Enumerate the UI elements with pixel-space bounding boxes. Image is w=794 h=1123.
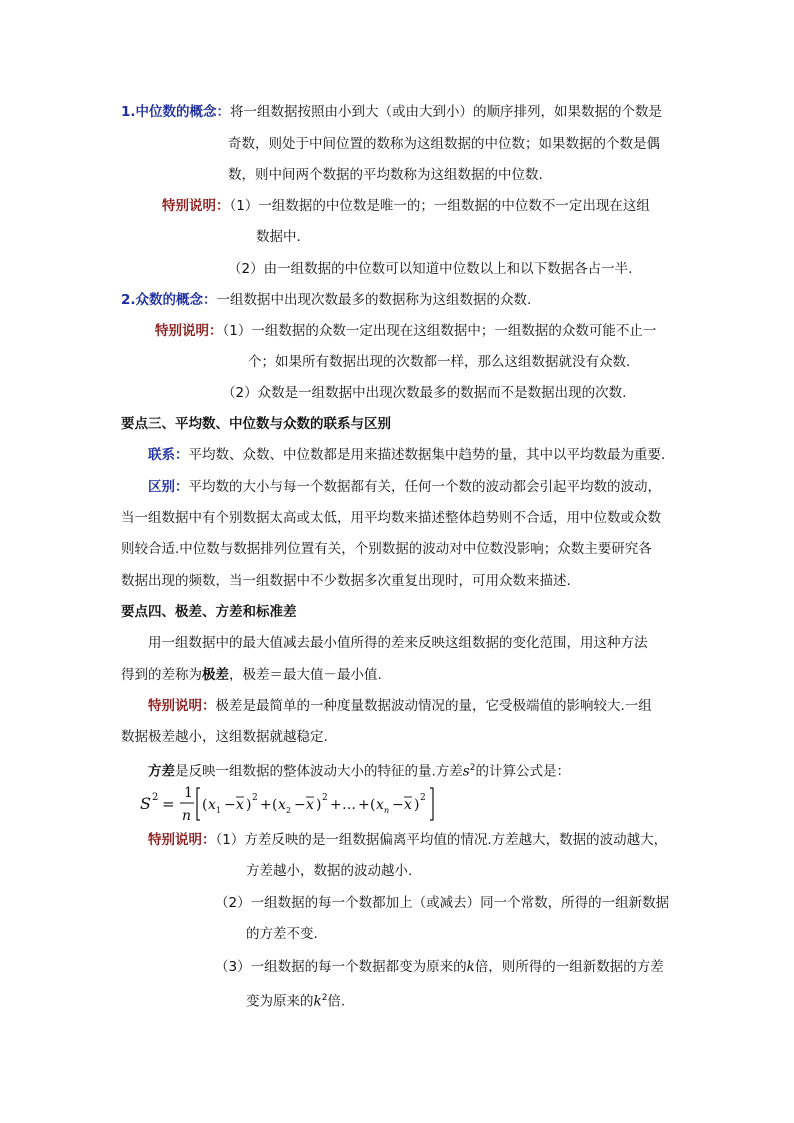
range-term: 极差 [202, 667, 229, 683]
formula-eq: = [162, 795, 175, 813]
formula-sq-2: 2 [322, 793, 328, 803]
median-note-1-text: （1）一组数据的中位数是唯一的；一组数据的中位数不一定出现在这组 [229, 198, 650, 214]
median-definition-line-1 [121, 102, 662, 122]
variance-note-2-cont: 的方差不变. [246, 926, 318, 942]
formula-x2: x [278, 797, 286, 813]
formula-x1: x [208, 797, 216, 813]
median-note-1-cont: 数据中. [256, 229, 301, 245]
variance-note-3-text-c: 变为原来的 [246, 993, 314, 1010]
formula-paren-n-close: ) [414, 797, 420, 813]
variance-symbol-sup: 2 [469, 763, 476, 773]
median-definition-line-3: 数，则中间两个数据的平均数称为这组数据的中位数. [228, 167, 543, 183]
mode-note-label: 特别说明： [155, 323, 223, 339]
median-text-1: 将一组数据按照由小到大（或由大到小）的顺序排列，如果数据的个数是 [230, 104, 663, 120]
median-note-2: （2）由一组数据的中位数可以知道中位数以上和以下数据各占一半. [228, 261, 633, 277]
relation-text: 平均数、众数、中位数都是用来描述数据集中趋势的量，其中以平均数最为重要. [188, 447, 666, 463]
variance-intro [148, 758, 570, 782]
formula-xbar-1: x [236, 797, 244, 813]
formula-dots: … [342, 797, 356, 813]
formula-x1-sub: 1 [216, 806, 222, 815]
mode-note-1 [155, 321, 656, 341]
formula-frac-num: 1 [184, 785, 193, 801]
formula-lhs-sup: 2 [152, 792, 159, 803]
relation-label: 联系： [148, 447, 189, 463]
median-title: 1.中位数的概念： [121, 104, 231, 120]
formula-paren-n-open: ( [370, 797, 376, 813]
formula-frac-den: n [182, 808, 192, 824]
variance-note-3 [215, 957, 664, 977]
range-text-a: 得到的差称为 [121, 667, 202, 683]
variance-term: 方差 [148, 763, 175, 780]
formula-sq-n: 2 [420, 793, 426, 803]
range-line-1: 用一组数据中的最大值减去最小值所得的差来反映这组数据的变化范围，用这种方法 [148, 635, 648, 651]
section3-heading: 要点三、平均数、中位数与众数的联系与区别 [121, 416, 391, 432]
variance-formula [140, 780, 450, 826]
formula-plus-2: + [330, 797, 342, 813]
variance-note-3-text-a: （3）一组数据的每一个数据都变为原来的 [215, 959, 467, 975]
variance-formula-svg [140, 780, 450, 826]
relation-line [148, 445, 665, 465]
formula-x2-sub: 2 [286, 806, 292, 815]
formula-paren-2-close: ) [316, 797, 322, 813]
variance-note-2: （2）一组数据的每一个数都加上（或减去）同一个常数，所得的一组新数据 [215, 895, 670, 911]
formula-lhs: S [140, 794, 151, 813]
formula-minus-2: − [294, 797, 306, 813]
variance-note-3-sup: 2 [321, 993, 328, 1003]
median-note-1 [162, 196, 650, 216]
formula-left-bracket [197, 788, 200, 820]
formula-minus-1: − [224, 797, 236, 813]
variance-note-3-text-d: 倍. [327, 993, 346, 1010]
variance-note-1-cont: 方差越小，数据的波动越小. [246, 863, 413, 879]
difference-label: 区别： [148, 479, 189, 495]
range-line-2 [121, 665, 382, 685]
formula-xn-sub: n [384, 806, 390, 815]
mode-title: 2.众数的概念： [121, 292, 217, 308]
formula-right-bracket [430, 788, 433, 820]
range-note-label: 特别说明： [148, 698, 216, 714]
mode-note-1-cont: 个；如果所有数据出现的次数都一样，那么这组数据就没有众数. [248, 354, 631, 370]
formula-sq-1: 2 [252, 793, 258, 803]
formula-xbar-2: x [306, 797, 314, 813]
section4-heading: 要点四、极差、方差和标准差 [121, 604, 297, 620]
variance-note-3-text-b: 倍，则所得的一组新数据的方差 [474, 959, 664, 975]
variance-note-3-k2: k [313, 993, 322, 1010]
mode-note-1-text: （1）一组数据的众数一定出现在这组数据中；一组数据的众数可能不止一 [222, 323, 657, 339]
variance-note-1-text: （1）方差反映的是一组数据偏离平均值的情况.方差越大，数据的波动越大， [215, 832, 668, 848]
variance-text: 是反映一组数据的整体波动大小的特征的量.方差 [175, 763, 463, 780]
variance-symbol: s [462, 763, 470, 780]
difference-text-1: 平均数的大小与每一个数据都有关，任何一个数的波动都会引起平均数的波动， [188, 479, 661, 495]
mode-note-2: （2）众数是一组数据中出现次数最多的数据而不是数据出现的次数. [222, 385, 627, 401]
range-text-c: ，极差＝最大值－最小值. [229, 667, 382, 683]
mode-text: 一组数据中出现次数最多的数据称为这组数据的众数. [216, 292, 532, 308]
mode-definition [121, 290, 531, 310]
difference-line-3: 则较合适.中位数与数据排列位置有关，个别数据的波动对中位数没影响；众数主要研究各 [121, 541, 652, 557]
formula-paren-2-open: ( [272, 797, 278, 813]
variance-note-3-k: k [466, 959, 475, 975]
difference-line-1 [148, 477, 661, 497]
variance-note-3-cont [246, 988, 345, 1012]
formula-plus-1: + [260, 797, 272, 813]
range-note-line-2: 数据极差越小，这组数据就越稳定. [121, 729, 328, 745]
formula-xn: x [376, 797, 384, 813]
formula-paren-1-open: ( [202, 797, 208, 813]
variance-tail: 的计算公式是： [475, 763, 570, 780]
median-note-label: 特别说明： [162, 198, 230, 214]
difference-line-4: 数据出现的频数，当一组数据中不少数据多次重复出现时，可用众数来描述. [121, 573, 571, 589]
variance-note-label: 特别说明： [148, 832, 216, 848]
formula-minus-n: − [392, 797, 404, 813]
range-note-text-1: 极差是最简单的一种度量数据波动情况的量，它受极端值的影响较大.一组 [215, 698, 652, 714]
difference-line-2: 当一组数据中有个别数据太高或太低，用平均数来描述整体趋势则不合适，用中位数或众数 [121, 510, 661, 526]
formula-xbar-n: x [404, 797, 412, 813]
range-note-line-1 [148, 696, 652, 716]
formula-paren-1-close: ) [246, 797, 252, 813]
median-definition-line-2: 奇数，则处于中间位置的数称为这组数据的中位数；如果数据的个数是偶 [228, 136, 660, 152]
variance-note-1 [148, 830, 667, 850]
formula-plus-3: + [358, 797, 370, 813]
